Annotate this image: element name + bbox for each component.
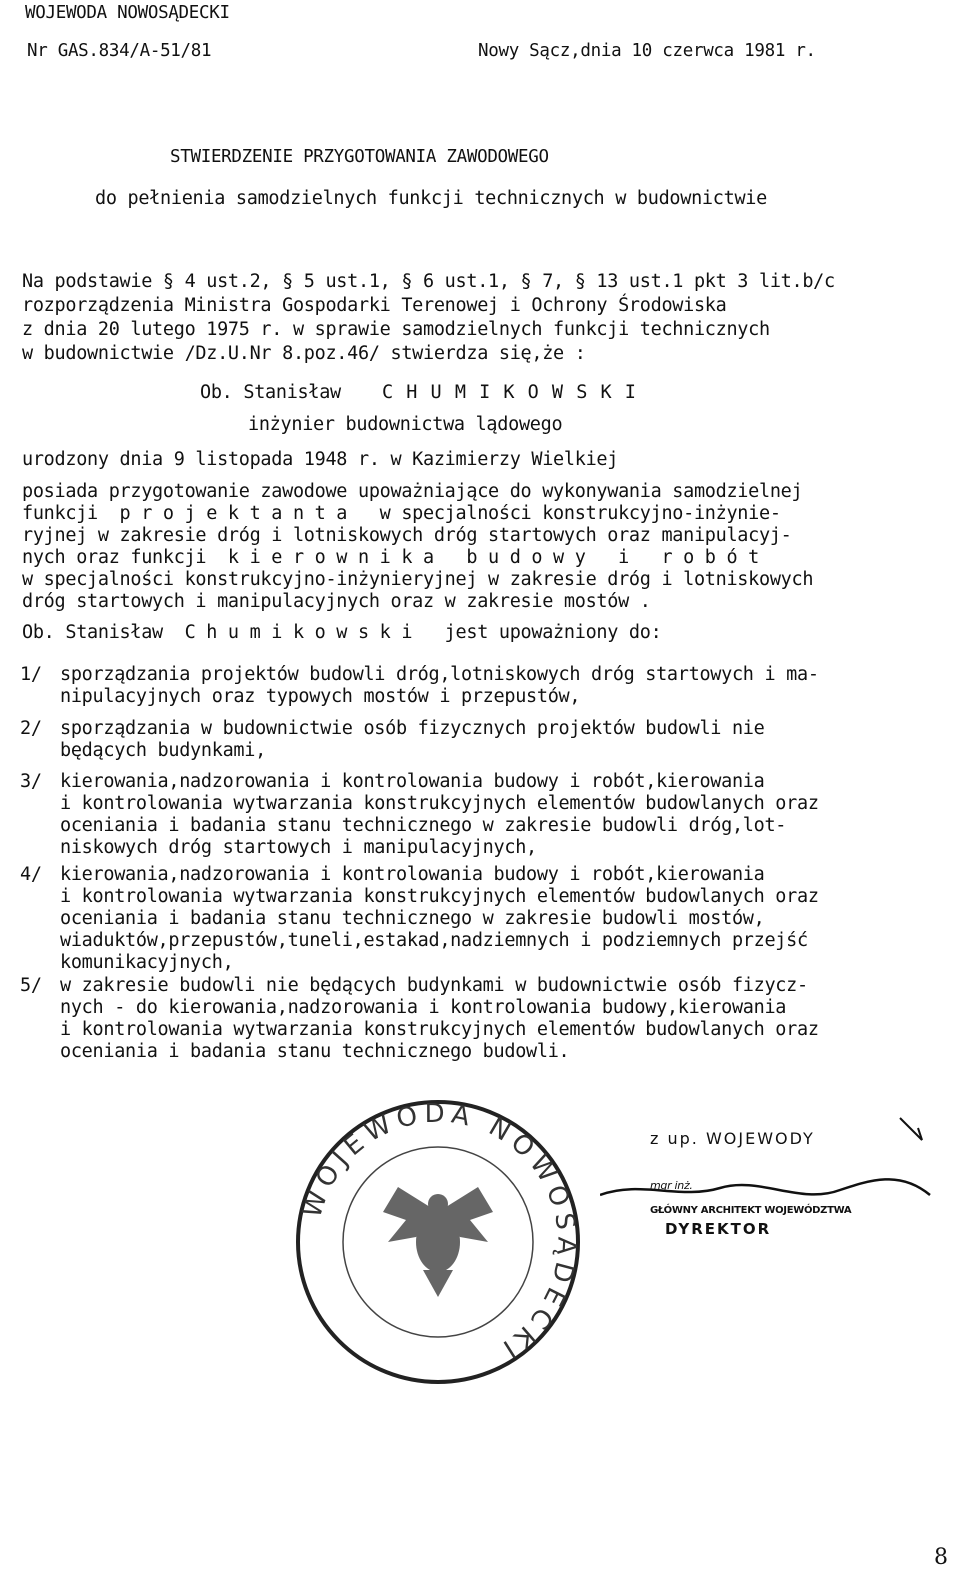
item-line: i kontrolowania wytwarzania konstrukcyjnych elementów budowlanych oraz [60,1019,819,1040]
place-and-date: Nowy Sącz,dnia 10 czerwca 1981 r. [478,41,816,61]
item-line: i kontrolowania wytwarzania konstrukcyjnych elementów budowlanych oraz [60,793,819,814]
authorization-line: Ob. Stanisław C h u m i k o w s k i jest upoważniony do: [22,622,662,643]
item-line: niskowych dróg startowych i manipulacyjnych, [60,837,537,858]
item-line: oceniania i badania stanu technicznego budowli. [60,1041,570,1062]
item-line: sporządzania w budownictwie osób fizycznych projektów budowli nie [60,718,765,739]
item-line: sporządzania projektów budowli dróg,lotniskowych dróg startowych i ma- [60,664,819,685]
body-line: ryjnej w zakresie dróg i lotniskowych dróg startowych oraz manipulacyj- [22,525,792,546]
body-line: nych oraz funkcji k i e r o w n i k a b u d o w y i r o b ó t [22,547,759,568]
item-number: 3/ [20,771,42,792]
item-line: nych - do kierowania,nadzorowania i kontrolowania budowy,kierowania [60,997,787,1018]
reference-number: Nr GAS.834/A-51/81 [27,41,212,61]
item-line: oceniania i badania stanu technicznego w zakresie budowli mostów, [60,908,765,929]
official-seal [288,1092,588,1392]
intro-line: Na podstawie § 4 ust.2, § 5 ust.1, § 6 ust.1, § 7, § 13 ust.1 pkt 3 lit.b/c [22,271,835,292]
page-number: 8 [934,1545,948,1570]
item-line: będących budynkami, [60,740,266,761]
body-line: dróg startowych i manipulacyjnych oraz w zakresie mostów . [22,591,651,612]
person-birth: urodzony dnia 9 listopada 1948 r. w Kazimierzy Wielkiej [22,449,619,470]
item-line: w zakresie budowli nie będących budynkami w budownictwie osób fizycz- [60,975,808,996]
item-line: komunikacyjnych, [60,952,234,973]
signature-line-3: GŁÓWNY ARCHITEKT WOJEWÓDZTWA [650,1205,852,1216]
signature-line-4: DYREKTOR [665,1220,772,1238]
body-line: posiada przygotowanie zawodowe upoważniające do wykonywania samodzielnej [22,481,803,502]
intro-line: z dnia 20 lutego 1975 r. w sprawie samodzielnych funkcji technicznych [22,319,770,340]
item-number: 5/ [20,975,42,996]
signature-line-2: mgr inż. [650,1179,693,1192]
document-subtitle: do pełnienia samodzielnych funkcji technicznych w budownictwie [95,188,767,209]
item-line: wiaduktów,przepustów,tuneli,estakad,nadziemnych i podziemnych przejść [60,930,808,951]
item-line: i kontrolowania wytwarzania konstrukcyjnych elementów budowlanych oraz [60,886,819,907]
item-number: 2/ [20,718,42,739]
person-surname: C H U M I K O W S K I [382,382,637,403]
issuer-name: WOJEWODA NOWOSĄDECKI [25,3,230,23]
item-line: oceniania i badania stanu technicznego w zakresie budowli dróg,lot- [60,815,787,836]
item-line: nipulacyjnych oraz typowych mostów i przepustów, [60,686,581,707]
item-number: 4/ [20,864,42,885]
intro-line: rozporządzenia Ministra Gospodarki Terenowej i Ochrony Środowiska [22,295,727,316]
svg-text:WOJEWODA NOWOSĄDECKI: WOJEWODA NOWOSĄDECKI [297,1098,582,1367]
intro-line: w budownictwie /Dz.U.Nr 8.poz.46/ stwierdza się,że : [22,343,586,364]
item-line: kierowania,nadzorowania i kontrolowania budowy i robót,kierowania [60,864,765,885]
body-line: funkcji p r o j e k t a n t a w specjalności konstrukcyjno-inżynie- [22,503,781,524]
document-title: STWIERDZENIE PRZYGOTOWANIA ZAWODOWEGO [170,147,549,167]
body-line: w specjalności konstrukcyjno-inżynieryjnej w zakresie dróg i lotniskowych [22,569,814,590]
item-number: 1/ [20,664,42,685]
person-prefix: Ob. Stanisław [200,382,341,403]
signature-line-1: z up. WOJEWODY [650,1129,815,1148]
eagle-emblem-icon [383,1187,493,1297]
person-profession: inżynier budownictwa lądowego [248,414,563,435]
item-line: kierowania,nadzorowania i kontrolowania budowy i robót,kierowania [60,771,765,792]
